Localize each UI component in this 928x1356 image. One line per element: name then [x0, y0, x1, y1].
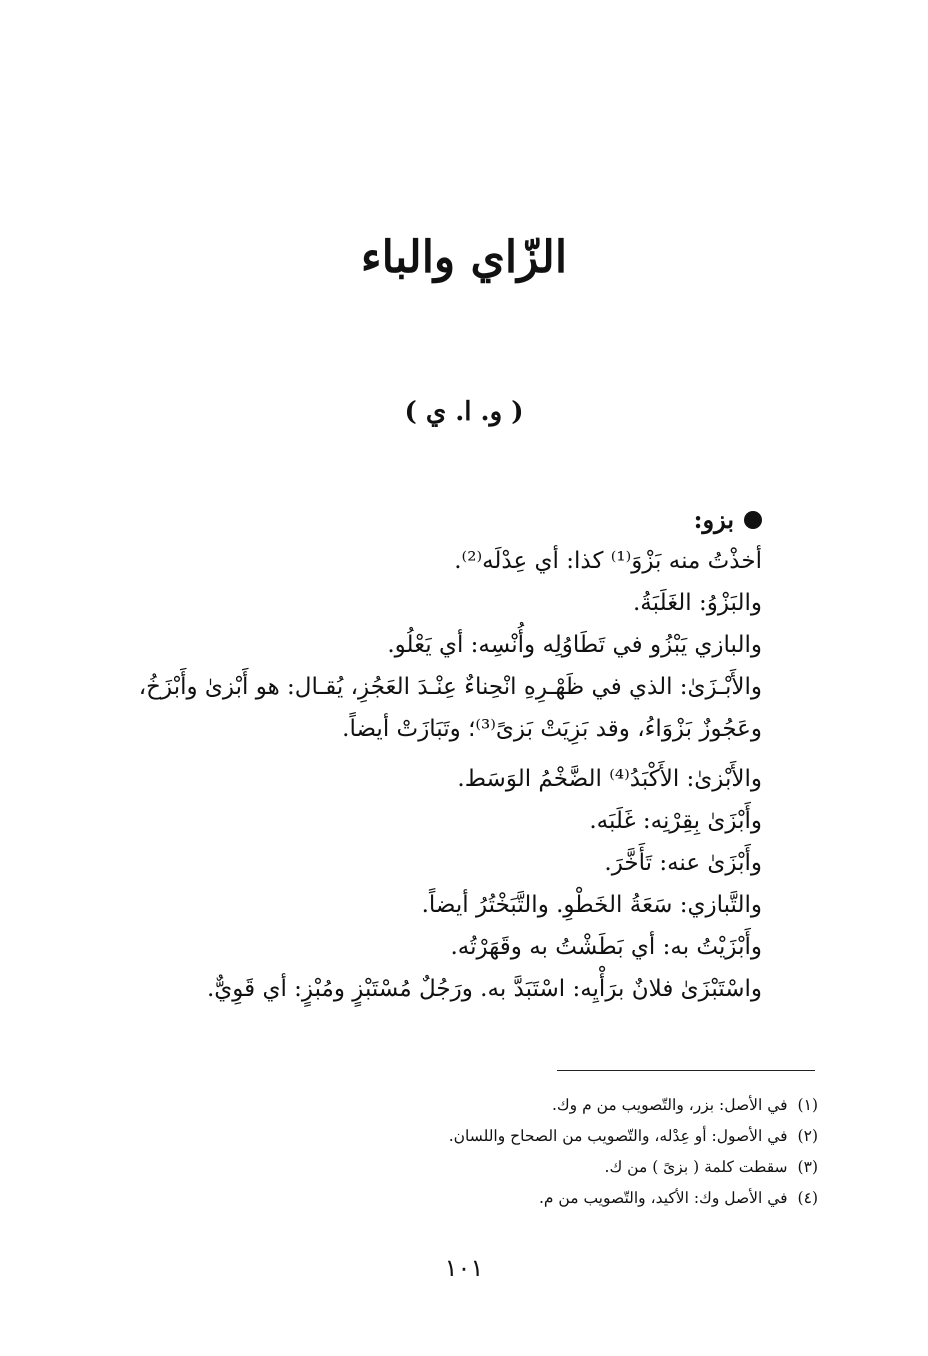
footnote — [300, 1090, 818, 1121]
entry-line: والبَزْوُ: الغَلَبَةُ. — [633, 590, 762, 616]
footnote — [300, 1121, 818, 1152]
chapter-title: الزّاي والباء — [360, 232, 568, 283]
root-heading: ( و. ا. ي ) — [404, 397, 524, 427]
footnotes — [300, 1090, 818, 1214]
footnote-number: (٤) — [797, 1189, 818, 1207]
entry-line: واسْتَبْزَىٰ فلانٌ برَأْيِه: اسْتَبَدَّ به. ورَجُلٌ مُسْتَبْزٍ ومُبْزٍ: أي قَوِيٌّ. — [206, 976, 762, 1002]
footnote-number: (٣) — [797, 1158, 818, 1176]
entry-body — [96, 500, 762, 1010]
entry-headword: بزو: — [693, 505, 734, 534]
entry-line: والبازي يَبْزُو في تَطَاوُلِه وأُنْسِه: أي يَعْلُو. — [387, 632, 762, 658]
footnote-text: في الأصل وك: الأكيد، والتّصويب من م. — [538, 1189, 788, 1207]
entry-line: أخذْتُ منه بَزْوَ⁽¹⁾ كذا: أي عِدْلَه⁽²⁾. — [454, 548, 762, 574]
entry-line: وأَبْزَيْتُ به: أي بَطَشْتُ به وقَهَرْتُه. — [450, 934, 762, 960]
bullet-icon — [744, 511, 762, 529]
footnote — [300, 1183, 818, 1214]
footnote-number: (١) — [797, 1096, 818, 1114]
entry-line: وعَجُوزٌ بَزْوَاءُ، وقد بَزِيَتْ بَزىً⁽³⁾؛ وتَبَازَتْ أيضاً. — [342, 716, 762, 742]
footnote-number: (٢) — [797, 1127, 818, 1145]
entry-line: والتَّبازي: سَعَةُ الخَطْوِ. والتَّبَخْتُرُ أيضاً. — [421, 892, 762, 918]
entry-heading — [96, 500, 762, 540]
footnote — [300, 1152, 818, 1183]
footnote-text: في الأصل: بزر، والتّصويب من م وك. — [551, 1096, 788, 1114]
page-number: ١٠١ — [444, 1254, 484, 1282]
entry-line: والأَبْزىٰ: الأَكْبَدُ⁽⁴⁾ الضَّخْمُ الوَسَط. — [457, 766, 762, 792]
footnote-divider — [557, 1070, 815, 1071]
footnote-text: في الأصول: أو عِدْله، والتّصويب من الصحاح واللسان. — [448, 1127, 788, 1145]
entry-line: والأَبْـزَىٰ: الذي في ظَهْـرِهِ انْحِناءٌ عِنْـدَ العَجُزِ، يُقـال: هو أَبْزىٰ وأَبْزَخُ، — [138, 674, 762, 700]
entry-line: وأَبْزَىٰ عنه: تَأَخَّرَ. — [604, 850, 762, 876]
entry-line: وأَبْزَىٰ بِقِرْنِه: غَلَبَه. — [589, 808, 762, 834]
footnote-text: سقطت كلمة ( بزىً ) من ك. — [604, 1158, 788, 1176]
